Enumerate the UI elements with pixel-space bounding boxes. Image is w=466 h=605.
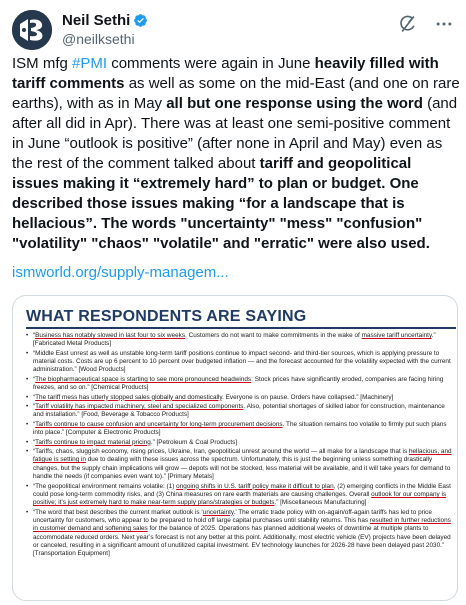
tweet-text-segment: as well as some on the mid-East (and one on rare earths), with as in May [12,75,460,112]
quote-highlight: Tariff volatility has impacted machinery, steel and specialized components [35,403,244,411]
quote-highlight: Tariffs continue to impact material pricing [35,438,151,446]
tweet-text [12,54,460,254]
external-link[interactable]: ismworld.org/supply-managem... [12,264,229,281]
author-block [62,12,148,47]
author-name[interactable]: Neil Sethi [62,12,131,29]
quote-item [26,394,454,402]
quote-text: for the balance of 2025. Operations has planned additional weeks of downtime at multiple plants to accommodate reduced orders. Next year’s forecast is not any better at this point. Additionally, most electric vehicle (EV) projects have been delayed or canceled, resulting in a significant amount of unutilized capital investment. EV technology launches for 2026-28 have been delayed past 2030.” [Transportation Equipment] [33,525,451,558]
avatar-logo-icon [12,10,52,50]
quote-text: “The geopolitical environment remains volatile: (1) [33,482,177,490]
quote-text: . The situation remains too volatile to firmly put such plans into place.” [Computer & Electronic Products] [33,420,447,437]
tweet-bold-segment: tariff and geopolitical issues making it “extremely hard” to plan or budget. One described those issues making “for a landscape that is hellacious”. The words "uncertainty" "mess" "confusion" "volatility" "chaos" "volatile" and "erratic" were also used. [12,155,430,252]
tweet-bold-segment: heavily filled with tariff comments [12,55,439,92]
quote-highlight: The tariff mess has utterly stopped sales globally and domestically [35,393,223,401]
quote-highlight: massive tariff uncertainty [361,332,432,339]
quote-text: . Customers do not want to make commitments in the wake of [185,332,362,339]
quote-text: “Middle East unrest as well as unstable long-term tariff positions continue to impact second- and third-tier sources, which is applying pressure to material costs. Costs are up 6 percent to 10 percent over budgeted inflation — and the forecast accounted for the volatility expected with the current administration.” [Wood Products] [33,349,451,374]
quote-text: , (2) emerging conflicts in the Middle East could pose long-term commodity risks, and (3) China measures on rare earth materials are causing challenges. Overall [33,482,451,498]
grok-icon[interactable] [398,14,418,34]
media-title: WHAT RESPONDENTS ARE SAYING [26,308,307,325]
quote-item [26,421,454,438]
quote-item [26,332,454,349]
quote-text: .” [Fabricated Metal Products] [33,332,436,348]
quote-highlight: hellacious, and fatigue is setting in [33,448,452,464]
tweet-text-segment: ISM mfg [12,55,73,72]
quote-text: due to dealing with these issues across the spectrum. Unfortunately, this is just the beginning unless something drastically changes, but the supply chain implications will grow — depots will not be stocked, less material will be available, and it will take years for demand to handle the needs (if companies even want to).” [Primary Metals] [33,456,451,481]
hashtag-link[interactable]: #PMI [72,55,108,72]
quote-text: : Stock prices have significantly eroded, companies are facing hiring freezes, and so on.” [Chemical Products] [33,375,444,392]
quote-highlight: uncertainty [202,508,234,516]
quote-highlight: Tariffs continue to cause confusion and uncertainty for long-term procurement decisions [35,420,283,428]
more-icon[interactable] [434,14,454,34]
quote-text: .’ The erratic trade policy with on-again/off-again tariffs has led to price uncertainty for customers, who appear to be prepared to hold off large capital purchases until stability returns. This has [33,508,432,524]
quote-item [26,448,454,481]
quote-text: “ [33,375,36,383]
quote-text: “The word that best describes the current market outlook is ‘ [33,508,203,516]
quote-item [26,376,454,393]
quote-text: “ [33,420,36,428]
quote-item [26,439,454,447]
quote-text: .” [Petroleum & Coal Products] [150,438,238,446]
attached-image[interactable] [12,295,458,601]
quote-highlight: Business has notably slowed in last four to six weeks [35,332,186,339]
verified-badge-icon [133,13,148,28]
tweet-bold-segment: all but one response using the word [166,95,423,112]
quote-item [26,483,454,508]
quote-text: “ [33,332,36,339]
tweet-text-segment: (and after all did in Apr). There was at least one semi-positive comment in June “outlook is positive” (after none in April and May) even as the rest of the comment talked about [12,95,458,172]
avatar[interactable] [12,10,52,50]
quote-text: “ [33,393,36,401]
quote-text: .” [Miscellaneous Manufacturing] [274,499,367,507]
tweet-header [12,10,454,50]
quote-text: “ [33,403,36,411]
quote-text: . Everyone is on pause. Orders have collapsed.” [Machinery] [222,393,394,401]
title-divider [26,327,456,329]
quote-highlight: ongoing shifts in U.S. tariff policy make it difficult to plan [176,482,334,490]
quote-text: . Also, potential shortages of skilled labor for construction, maintenance and installation.” [Food, Beverage & Tobacco Products] [33,403,445,419]
quote-highlight: The biopharmaceutical space is starting to see more pronounced headwinds [35,375,252,383]
quote-highlight: resulted in further reductions in customer demand and softening sales [33,516,451,533]
quote-text: “Tariffs, chaos, sluggish economy, rising prices, Ukraine, Iran, geopolitical unrest around the world — all make for a landscape that is [33,448,409,456]
quotes-list [26,332,454,560]
quote-highlight: outlook for our company is positive; it’s just extremely hard to make near-term supply plans/strategies or budgets [33,490,447,507]
quote-item [26,350,454,375]
header-actions [398,14,454,34]
quote-item [26,509,454,559]
author-handle[interactable]: @neilksethi [62,31,135,47]
tweet-text-segment: comments were again in June [107,55,315,72]
quote-text: “ [33,438,36,446]
quote-item [26,403,454,420]
